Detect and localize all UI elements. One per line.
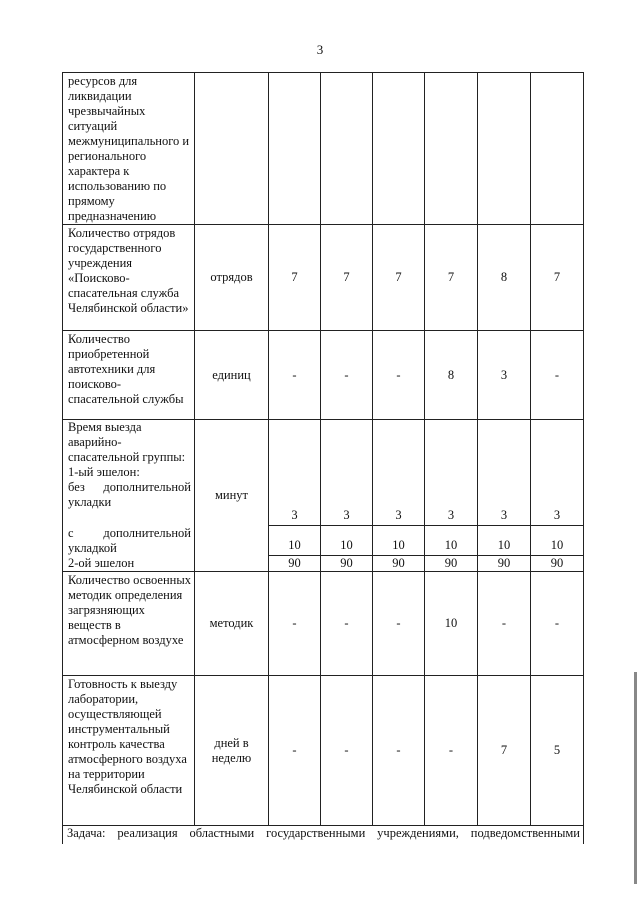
line-a-label xyxy=(68,480,191,495)
value-cell: - xyxy=(373,572,425,676)
value-cell: - xyxy=(269,572,321,676)
indicator-description: Количество освоенных методик определения загрязняющих веществ в атмосферном воздухе xyxy=(63,572,195,676)
value-cell: 7 xyxy=(269,225,321,331)
table-row xyxy=(63,676,584,826)
value-cell xyxy=(321,73,373,225)
table-row xyxy=(63,73,584,225)
value-cell: 7 xyxy=(373,225,425,331)
value-cell xyxy=(373,73,425,225)
value-cell: 10 xyxy=(321,526,373,556)
value-cell: - xyxy=(425,676,478,826)
value-cell: 3 xyxy=(531,420,584,526)
table-row xyxy=(63,225,584,331)
unit-cell: дней в неделю xyxy=(195,676,269,826)
value-cell: 7 xyxy=(478,676,531,826)
echelon-1-label: 1-ый эшелон: xyxy=(68,465,140,479)
response-time-title: Время выезда аварийно-спасательной группы: xyxy=(68,420,186,464)
value-cell: - xyxy=(531,572,584,676)
value-cell: - xyxy=(373,331,425,420)
indicator-description: Количество приобретенной автотехники для поисково-спасательной службы xyxy=(63,331,195,420)
unit-cell xyxy=(195,73,269,225)
value-cell: 7 xyxy=(531,225,584,331)
line-a-left: без xyxy=(68,480,85,494)
indicator-description: ресурсов для ликвидации чрезвычайных ситуаций межмуниципального и регионального характера к использованию по прямому предназначению xyxy=(63,73,195,225)
value-cell: 7 xyxy=(321,225,373,331)
table-row xyxy=(63,420,584,526)
line-b-label xyxy=(68,526,191,541)
value-cell: 10 xyxy=(531,526,584,556)
value-cell: - xyxy=(478,572,531,676)
line-b-right: дополнительной xyxy=(103,525,191,540)
line-b-description xyxy=(63,526,195,556)
table-row xyxy=(63,331,584,420)
value-cell: - xyxy=(269,331,321,420)
unit-cell: отрядов xyxy=(195,225,269,331)
value-cell: 3 xyxy=(269,420,321,526)
response-time-description xyxy=(63,420,195,526)
page-number: 3 xyxy=(316,42,324,57)
table-row xyxy=(63,526,584,556)
value-cell: 90 xyxy=(478,556,531,572)
value-cell: 90 xyxy=(425,556,478,572)
indicators-table xyxy=(62,72,584,844)
line-b-end: укладкой xyxy=(68,540,117,555)
value-cell: - xyxy=(321,331,373,420)
value-cell: 10 xyxy=(425,572,478,676)
value-cell: 10 xyxy=(425,526,478,556)
task-row xyxy=(63,826,584,844)
value-cell: 90 xyxy=(321,556,373,572)
unit-cell: методик xyxy=(195,572,269,676)
value-cell: 5 xyxy=(531,676,584,826)
value-cell: 8 xyxy=(425,331,478,420)
value-cell xyxy=(531,73,584,225)
value-cell: - xyxy=(531,331,584,420)
value-cell: - xyxy=(269,676,321,826)
value-cell: 7 xyxy=(425,225,478,331)
value-cell: 10 xyxy=(478,526,531,556)
unit-cell: единиц xyxy=(195,331,269,420)
unit-cell: минут xyxy=(195,420,269,572)
value-cell: 90 xyxy=(373,556,425,572)
scan-edge-mark xyxy=(634,672,637,884)
value-cell xyxy=(478,73,531,225)
echelon-2-label: 2-ой эшелон xyxy=(63,556,195,572)
value-cell: 10 xyxy=(373,526,425,556)
value-cell: - xyxy=(373,676,425,826)
table-row xyxy=(63,556,584,572)
value-cell: 3 xyxy=(373,420,425,526)
value-cell: - xyxy=(321,572,373,676)
value-cell: 90 xyxy=(269,556,321,572)
value-cell: 8 xyxy=(478,225,531,331)
value-cell: - xyxy=(321,676,373,826)
value-cell xyxy=(269,73,321,225)
value-cell: 3 xyxy=(321,420,373,526)
line-b-left: с xyxy=(68,525,74,540)
line-a-right: дополнительной xyxy=(103,480,191,494)
value-cell: 3 xyxy=(425,420,478,526)
indicator-description: Готовность к выезду лаборатории, осуществляющей инструментальный контроль качества атмосферного воздуха на территории Челябинской области xyxy=(63,676,195,826)
value-cell xyxy=(425,73,478,225)
line-a-end: укладки xyxy=(68,495,112,509)
task-text: Задача: реализация областными государственными учреждениями, подведомственными xyxy=(63,826,584,844)
table-row xyxy=(63,572,584,676)
value-cell: 90 xyxy=(531,556,584,572)
indicator-description: Количество отрядов государственного учреждения «Поисково-спасательная служба Челябинской области» xyxy=(63,225,195,331)
value-cell: 10 xyxy=(269,526,321,556)
value-cell: 3 xyxy=(478,331,531,420)
value-cell: 3 xyxy=(478,420,531,526)
